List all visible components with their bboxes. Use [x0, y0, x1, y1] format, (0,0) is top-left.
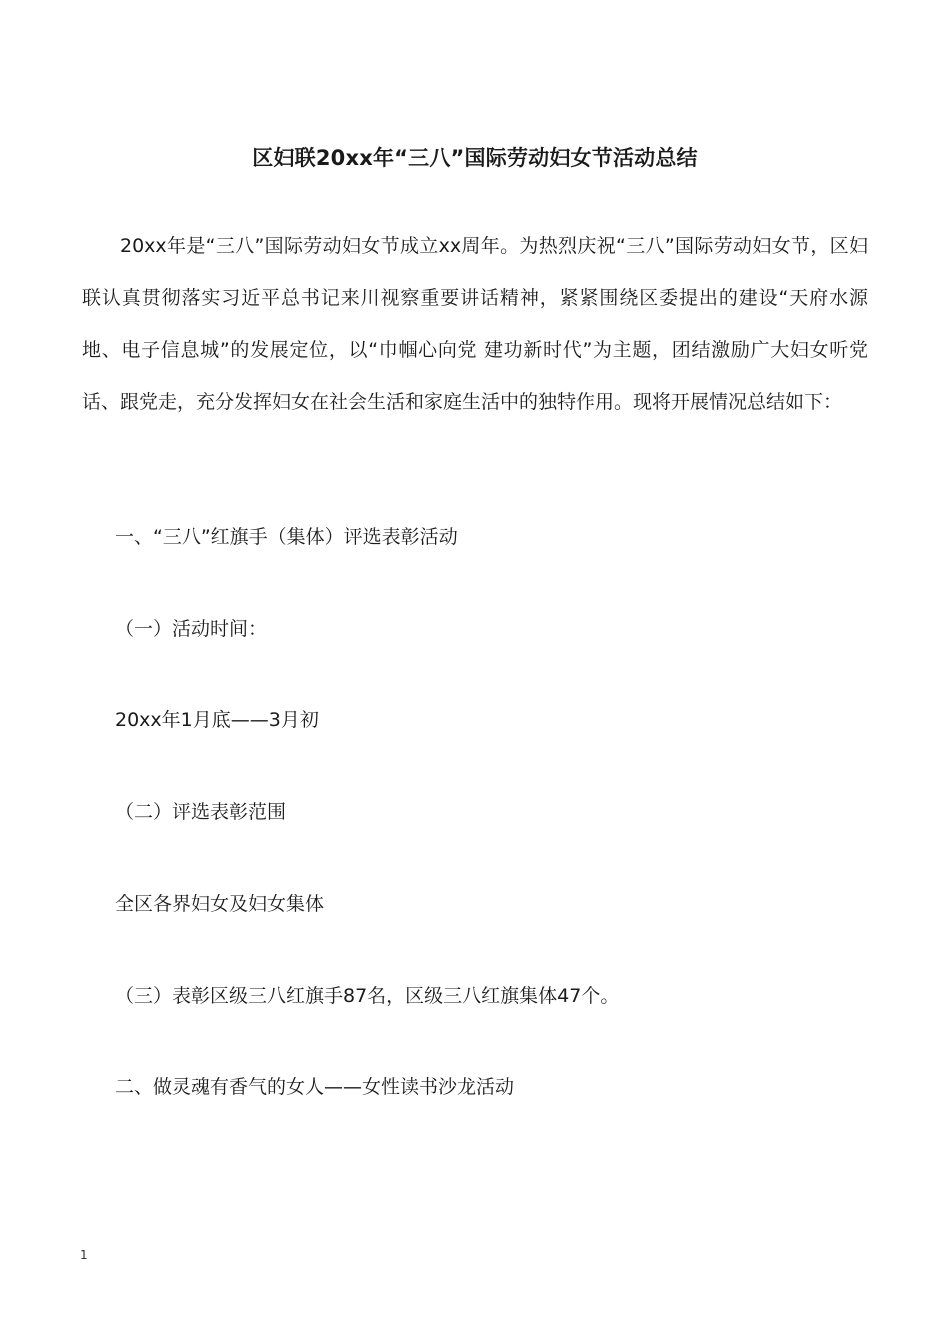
subsection-1-content: 20xx年1月底——3月初	[115, 709, 319, 731]
subsection-2-heading: （二）评选表彰范围	[115, 801, 287, 823]
intro-paragraph: 20xx年是“三八”国际劳动妇女节成立xx周年。为热烈庆祝“三八”国际劳动妇女节，区妇联认真贯彻落实习近平总书记来川视察重要讲话精神，紧紧围绕区委提出的建设“天府水源地、电子信息城”的发展定位，以“巾帼心向党 建功新时代”为主题，团结激励广大妇女听党话、跟党走，充分发挥妇女在社会生活和家庭生活中的独特作用。现将开展情况总结如下：	[82, 235, 868, 413]
section-1-heading: 一、“三八”红旗手（集体）评选表彰活动	[115, 526, 458, 548]
document-title: 区妇联20xx年“三八”国际劳动妇女节活动总结	[252, 146, 698, 170]
section-2-heading: 二、做灵魂有香气的女人——女性读书沙龙活动	[115, 1076, 515, 1098]
subsection-3-heading: （三）表彰区级三八红旗手87名，区级三八红旗集体47个。	[115, 985, 620, 1007]
page-number: 1	[80, 1248, 88, 1262]
subsection-2-content: 全区各界妇女及妇女集体	[115, 893, 325, 915]
subsection-1-heading: （一）活动时间：	[115, 618, 268, 640]
